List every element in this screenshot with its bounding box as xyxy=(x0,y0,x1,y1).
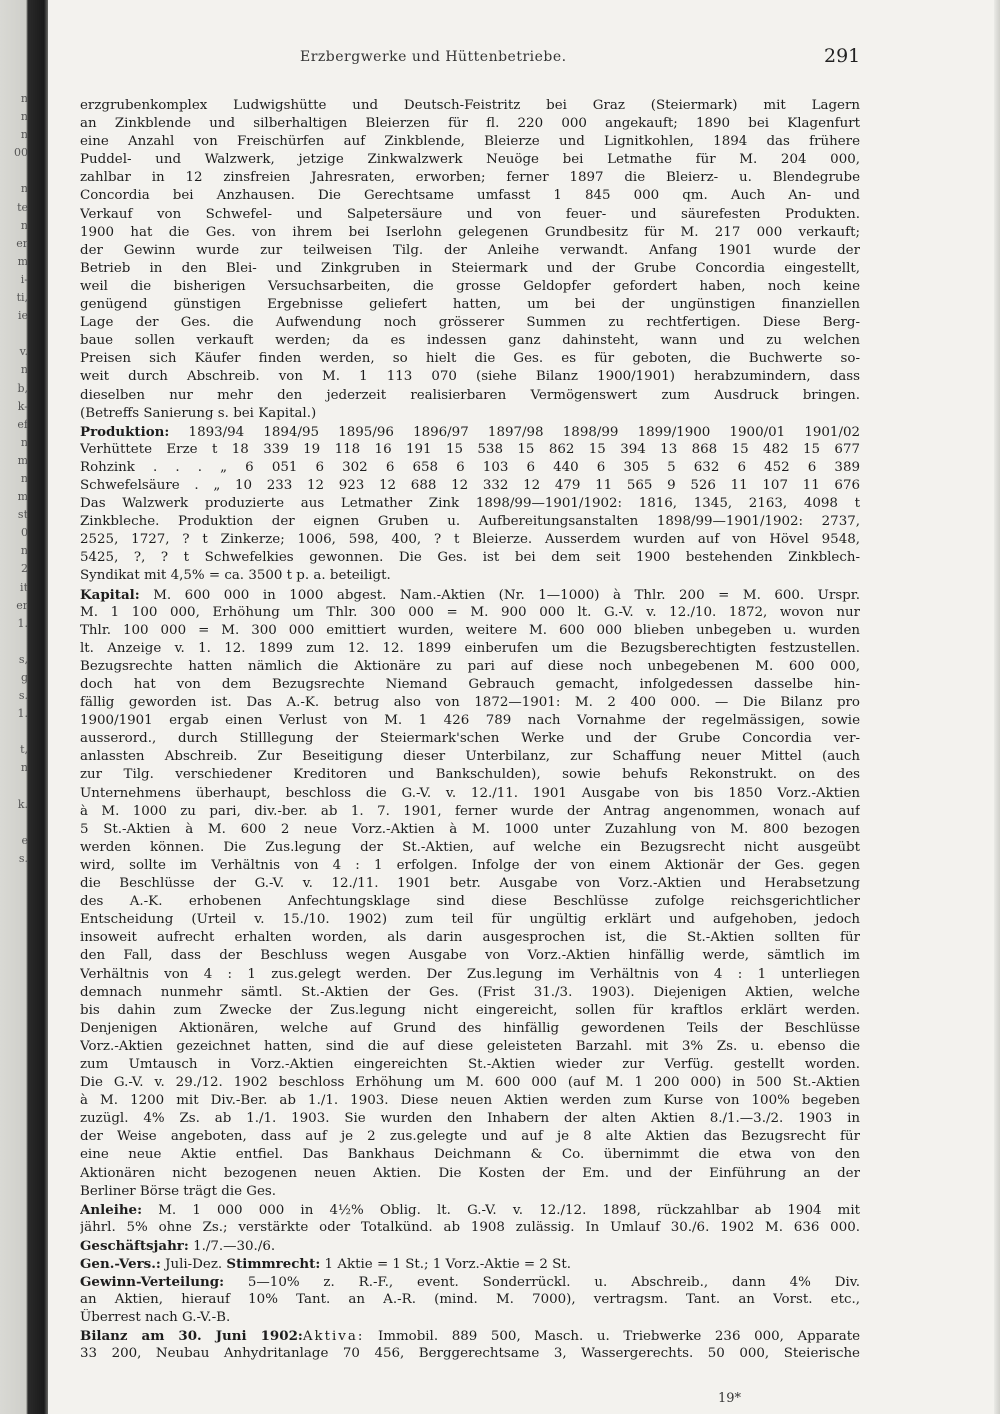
line-text: demnach nunmehr sämtl. St.-Aktien der Ges. (Frist 31./3. 1903). Diejenigen Aktien, welche xyxy=(80,984,860,1000)
line-text: zum Umtausch in Vorz.-Aktien eingereichten St.-Aktien wieder zur Verfüg. gestellt worden. xyxy=(80,1056,860,1072)
margin-fragment: n xyxy=(20,128,28,142)
text-line xyxy=(80,513,860,531)
margin-fragment: ti, xyxy=(16,291,28,305)
line-text: M. 600 000 in 1000 abgest. Nam.-Aktien (Nr. 1—1000) à Thlr. 200 = M. 600. Urspr. xyxy=(139,587,860,603)
line-text: an Zinkblende und silberhaltigen Bleierzen für fl. 220 000 angekauft; 1890 bei Klagenfurt xyxy=(80,116,860,132)
margin-fragment: n xyxy=(20,92,28,105)
line-text: anlassten Abschreib. Zur Beseitigung dieser Unterbilanz, zur Schaffung neuer Mittel (auch xyxy=(80,749,860,765)
text-line xyxy=(80,658,860,676)
text-line xyxy=(80,350,860,368)
line-text: bis dahin zum Zwecke der Zus.legung nicht eingereicht, sollen für kraftlos erklärt werden. xyxy=(80,1002,860,1018)
text-line xyxy=(80,133,860,151)
margin-fragment: v. xyxy=(19,345,28,359)
text-line xyxy=(80,531,860,549)
text-line xyxy=(80,224,860,242)
margin-fragment xyxy=(0,814,28,832)
text-line xyxy=(80,911,860,929)
line-text: Puddel- und Walzwerk, jetzige Zinkwalzwerk Neuöge bei Letmathe für M. 204 000, xyxy=(80,152,860,168)
text-line xyxy=(80,1201,860,1219)
text-line xyxy=(80,1074,860,1092)
margin-fragment: er xyxy=(16,598,28,612)
line-text: Bezugsrechte hatten nämlich die Aktionäre zu pari auf diese noch unbegebenen M. 600 000, xyxy=(80,658,860,674)
margin-fragment: m xyxy=(17,453,28,467)
margin-fragment: 00 xyxy=(14,146,28,160)
line-text: wird, sollte im Verhältnis von 4 : 1 erfolgen. Infolge der von einem Aktionär der Ges. gegen xyxy=(80,857,860,873)
line-text: M. 1 100 000, Erhöhung um Thlr. 300 000 = M. 900 000 lt. G.-V. v. 12./10. 1872, wovon nur xyxy=(80,604,860,620)
line-text: weit durch Abschreib. von M. 1 113 070 (siehe Bilanz 1900/1901) herabzumindern, dass xyxy=(80,369,860,385)
text-line xyxy=(80,803,860,821)
line-text: insoweit aufrecht erhalten worden, als darin ausgesprochen ist, die St.-Aktien sollten für xyxy=(80,930,860,946)
text-line xyxy=(80,857,860,875)
line-text: Berliner Börse trägt die Ges. xyxy=(80,1183,277,1199)
text-line xyxy=(80,1110,860,1128)
text-line xyxy=(80,1291,860,1309)
line-text: 5425, ?, ? t Schwefelkies gewonnen. Die Ges. ist bei dem seit 1900 bestehenden Zinkblech- xyxy=(80,550,860,566)
line-text: den Fall, dass der Beschluss wegen Ausgabe von Vorz.-Aktien hinfällig werde, sämtlich im xyxy=(80,948,860,964)
line-text: zuzügl. 4% Zs. ab 1./1. 1903. Sie wurden den Inhabern der alten Aktien 8./1.—3./2. 1903 in xyxy=(80,1111,860,1127)
line-text: 1900/1901 ergab einen Verlust von M. 1 426 789 nach Vornahme der regelmässigen, sowie xyxy=(80,713,860,729)
text-line xyxy=(80,839,860,857)
text-line xyxy=(80,893,860,911)
line-text: zahlbar in 12 zinsfreien Jahresraten, erworben; ferner 1897 die Bleierz- u. Blendegrube xyxy=(80,170,860,186)
margin-fragment xyxy=(0,723,28,741)
text-line xyxy=(80,694,860,712)
margin-fragment: s. xyxy=(18,851,28,865)
line-text: 1893/94 1894/95 1895/96 1896/97 1897/98 1898/99 1899/1900 1900/01 1901/02 xyxy=(169,424,860,440)
margin-fragment: s, xyxy=(18,652,28,666)
line-text: des A.-K. erhobenen Anfechtungsklage sind diese Beschlüsse zufolge reichsgerichtlicher xyxy=(80,894,860,910)
line-text: dieselben nur mehr den jederzeit realisierbaren Vermögenswert zum Ausdruck bringen. xyxy=(80,387,860,403)
line-text: Schwefelsäure . „ 10 233 12 923 12 688 12 332 12 479 11 565 9 526 11 107 11 676 xyxy=(80,477,860,493)
line-text: der Gewinn wurde zur teilweisen Tilg. der Anleihe verwandt. Anfang 1901 wurde der xyxy=(80,242,860,258)
text-line xyxy=(80,260,860,278)
section-heading: Kapital: xyxy=(80,586,140,603)
section-heading: Anleihe: xyxy=(80,1201,143,1218)
line-text: an Aktien, hierauf 10% Tant. an A.-R. (mind. M. 7000), vertragsm. Tant. an Vorst. etc., xyxy=(80,1292,860,1308)
text-line xyxy=(80,785,860,803)
text-line xyxy=(80,1020,860,1038)
line-text: zur Tilg. verschiedener Kreditoren und Bankschulden), sowie behufs Rekonstrukt. on des xyxy=(80,767,860,783)
line-text: Entscheidung (Urteil v. 15./10. 1902) zum teil für ungültig erklärt und aufgehoben, jedoch xyxy=(80,912,860,928)
line-text: (Betreffs Sanierung s. bei Kapital.) xyxy=(80,405,317,421)
section-heading: Stimmrecht: xyxy=(226,1256,321,1272)
text-line xyxy=(80,1219,860,1237)
line-text: weil die bisherigen Versuchsarbeiten, die grosse Geldopfer gefordert haben, noch keine xyxy=(80,278,860,294)
margin-fragment: n xyxy=(20,363,28,377)
text-line xyxy=(80,97,860,115)
text-line xyxy=(80,947,860,965)
margin-fragment: st xyxy=(17,508,28,522)
page-edge xyxy=(994,0,1000,1414)
margin-fragment: i- xyxy=(20,272,28,286)
text-line xyxy=(80,314,860,332)
line-text: jährl. 5% ohne Zs.; verstärkte oder Totalkünd. ab 1908 zulässig. In Umlauf 30./6. 1902 M. 636 000. xyxy=(80,1219,860,1235)
line-text: Vorz.-Aktien gezeichnet hatten, sind die auf diese geleisteten Barzahl. mit 3% Zs. u. ebenso die xyxy=(80,1038,860,1054)
text-line xyxy=(80,567,860,585)
text-line xyxy=(80,278,860,296)
text-line xyxy=(80,622,860,640)
line-text: 33 200, Neubau Anhydritanlage 70 456, Berggerechtsame 3, Wassergerechts. 50 000, Steierische xyxy=(80,1346,860,1362)
body-text xyxy=(80,97,860,1364)
margin-fragment: b, xyxy=(17,381,28,395)
text-line xyxy=(80,296,860,314)
text-line xyxy=(80,748,860,766)
margin-fragment xyxy=(0,940,28,958)
text-line xyxy=(80,477,860,495)
margin-fragment: t, xyxy=(20,743,28,757)
margin-fragment: n xyxy=(20,435,28,449)
text-line xyxy=(80,169,860,187)
margin-fragment xyxy=(0,633,28,651)
text-line xyxy=(80,151,860,169)
line-text: Das Walzwerk produzierte aus Letmather Zink 1898/99—1901/1902: 1816, 1345, 2163, 4098 t xyxy=(80,496,860,512)
margin-fragment: it xyxy=(20,580,28,594)
text-line xyxy=(80,495,860,513)
line-text: 1./7.—30./6. xyxy=(188,1238,276,1254)
margin-fragment: er xyxy=(16,236,28,250)
text-line xyxy=(80,676,860,694)
line-text: genügend günstigen Ergebnisse geliefert hatten, um bei der ungünstigen finanziellen xyxy=(80,297,860,313)
text-line xyxy=(80,1165,860,1183)
margin-fragment: s. xyxy=(18,689,28,703)
text-line xyxy=(80,604,860,622)
signature-mark: 19* xyxy=(718,1391,742,1406)
text-line xyxy=(80,242,860,260)
text-line xyxy=(80,459,860,477)
text-line xyxy=(80,206,860,224)
line-text: Immobil. 889 500, Masch. u. Triebwerke 236 000, Apparate xyxy=(364,1329,860,1345)
text-line xyxy=(80,766,860,784)
section-heading: Geschäftsjahr: xyxy=(80,1237,189,1254)
text-line xyxy=(80,1237,860,1255)
line-text: Syndikat mit 4,5% = ca. 3500 t p. a. beteiligt. xyxy=(80,568,391,584)
section-heading: Bilanz am 30. Juni 1902: xyxy=(80,1328,303,1345)
line-text: Rohzink . . . „ 6 051 6 302 6 658 6 103 6 440 6 305 5 632 6 452 6 389 xyxy=(80,459,860,475)
line-text: Preisen sich Käufer finden werden, so hielt die Ges. es für geboten, die Buchwerte so- xyxy=(80,351,860,367)
line-text: à M. 1000 zu pari, div.-ber. ab 1. 7. 1901, ferner wurde der Antrag angenommen, wonach auf xyxy=(80,803,860,819)
line-text: Verkauf von Schwefel- und Salpetersäure und von feuer- und säurefesten Produkten. xyxy=(80,206,860,222)
text-line xyxy=(80,423,860,441)
line-text: Unternehmens überhaupt, beschloss die G.-V. v. 12./11. 1901 Ausgabe von bis 1850 Vorz.-Aktien xyxy=(80,785,860,801)
margin-fragment xyxy=(0,162,28,180)
line-text: Denjenigen Aktionären, welche auf Grund des hinfällig gewordenen Teils der Beschlüsse xyxy=(80,1020,860,1036)
running-title: Erzbergwerke und Hüttenbetriebe. xyxy=(300,49,567,65)
text-line xyxy=(80,966,860,984)
line-text: 1 Aktie = 1 St.; 1 Vorz.-Aktie = 2 St. xyxy=(320,1257,571,1272)
line-text: Concordia bei Anzhausen. Die Gerechtsame umfasst 1 845 000 qm. Auch An- und xyxy=(80,188,860,204)
text-line xyxy=(80,712,860,730)
text-line xyxy=(80,1092,860,1110)
text-line xyxy=(80,387,860,405)
margin-fragment: m xyxy=(17,490,28,504)
text-line xyxy=(80,332,860,350)
line-text: Betrieb in den Blei- und Zinkgruben in Steiermark und der Grube Concordia eingestellt, xyxy=(80,260,860,276)
text-line xyxy=(80,405,860,423)
text-line xyxy=(80,929,860,947)
margin-fragment: 2 xyxy=(21,562,28,576)
text-line xyxy=(80,1128,860,1146)
margin-fragment: n xyxy=(20,761,28,775)
line-text: Aktionären nicht bezogenen neuen Aktien. Die Kosten der Em. und der Einführung an der xyxy=(80,1165,860,1181)
text-line xyxy=(80,187,860,205)
line-text: Verhältnis von 4 : 1 zus.gelegt werden. Der Zus.legung im Verhältnis von 4 : 1 unterliegen xyxy=(80,966,860,982)
margin-fragment: m xyxy=(17,254,28,268)
margin-fragment xyxy=(0,778,28,796)
line-text: Zinkbleche. Produktion der eignen Gruben u. Aufbereitungsanstalten 1898/99—1901/1902: 2737, xyxy=(80,514,860,530)
line-text: lt. Anzeige v. 1. 12. 1899 zum 12. 12. 1899 einberufen um die Bezugsberechtigten festzustellen. xyxy=(80,640,860,656)
text-line xyxy=(80,441,860,459)
margin-fragment: ef xyxy=(17,417,28,431)
line-text: à M. 1200 mit Div.-Ber. ab 1./1. 1903. Diese neuen Aktien werden zum Kurse von 100% begeben xyxy=(80,1093,860,1109)
line-text: Die G.-V. v. 29./12. 1902 beschloss Erhöhung um M. 600 000 (auf M. 1 200 000) in 500 St.-Aktien xyxy=(80,1075,860,1091)
text-line xyxy=(80,640,860,658)
text-line xyxy=(80,115,860,133)
margin-fragment xyxy=(0,325,28,343)
text-line xyxy=(80,984,860,1002)
line-text: Thlr. 100 000 = M. 300 000 emittiert wurden, weitere M. 600 000 blieben unbegeben u. wurden xyxy=(80,622,860,638)
margin-fragment: n xyxy=(20,471,28,485)
line-text: eine neue Aktie entfiel. Das Bankhaus Deichmann & Co. übernimmt die etwa von den xyxy=(80,1147,860,1163)
margin-fragment xyxy=(0,886,28,904)
margin-fragment: 1. xyxy=(17,616,28,630)
line-text: 2525, 1727, ? t Zinkerze; 1006, 598, 400, ? t Bleierze. Ausserdem wurden auf von Hövel 9548, xyxy=(80,532,860,548)
text-line xyxy=(80,1146,860,1164)
margin-fragment: ie xyxy=(17,309,28,323)
margin-fragment xyxy=(0,904,28,922)
margin-fragment xyxy=(0,868,28,886)
text-line xyxy=(80,1183,860,1201)
line-text: 1900 hat die Ges. von ihrem bei Iserlohn gelegenen Grundbesitz für M. 217 000 verkauft; xyxy=(80,224,860,240)
line-text: werden können. Die Zus.legung der St.-Aktien, auf welche ein Bezugsrecht nicht ausgeübt xyxy=(80,839,860,855)
section-heading: Produktion: xyxy=(80,423,170,440)
line-text: erzgrubenkomplex Ludwigshütte und Deutsch-Feistritz bei Graz (Steiermark) mit Lagern xyxy=(80,98,860,113)
margin-fragment: 1. xyxy=(17,707,28,721)
text-line xyxy=(80,1327,860,1345)
line-text: doch hat von dem Bezugsrechte Niemand Gebrauch gemacht, infolgedessen dasselbe hin- xyxy=(80,677,860,692)
line-text: Lage der Ges. die Aufwendung noch grösserer Summen zu rechtfertigen. Diese Berg- xyxy=(80,315,860,331)
line-text: die Beschlüsse der G.-V. v. 12./11. 1901 betr. Ausgabe von Vorz.-Aktien und Herabsetzung xyxy=(80,876,860,892)
text-line xyxy=(80,875,860,893)
line-text: fällig geworden ist. Das A.-K. betrug also von 1872—1901: M. 2 400 000. — Die Bilanz pro xyxy=(80,695,860,711)
margin-fragment: k- xyxy=(17,399,28,413)
margin-fragment: 0 xyxy=(21,526,28,540)
margin-fragment: n xyxy=(20,182,28,196)
section-heading: Gen.-Vers.: xyxy=(80,1256,161,1272)
line-text: eine Anzahl von Freischürfen auf Zinkblende, Bleierze und Lignitkohlen, 1894 das frühere xyxy=(80,134,860,150)
margin-fragment: te xyxy=(17,200,28,214)
line-text: 5—10% z. R.-F., event. Sonderrückl. u. Abschreib., dann 4% Div. xyxy=(224,1275,860,1291)
text-line xyxy=(80,1056,860,1074)
margin-fragment: n xyxy=(20,218,28,232)
line-text: baue sollen verkauft werden; da es indessen ganz dahinsteht, wann und zu welchen xyxy=(80,333,860,349)
text-line xyxy=(80,549,860,567)
text-line xyxy=(80,586,860,604)
line-text: M. 1 000 000 in 4½% Oblig. lt. G.-V. v. 12./12. 1898, rückzahlbar ab 1904 mit xyxy=(142,1202,860,1218)
margin-fragment: n xyxy=(20,544,28,558)
page-number: 291 xyxy=(824,45,861,67)
margin-fragment xyxy=(0,922,28,940)
text-line xyxy=(80,1038,860,1056)
text-line xyxy=(80,821,860,839)
text-line xyxy=(80,1273,860,1291)
text-line xyxy=(80,1345,860,1363)
line-text: Überrest nach G.-V.-B. xyxy=(80,1310,231,1326)
text-line xyxy=(80,1002,860,1020)
line-text: Juli-Dez. xyxy=(160,1257,227,1272)
margin-fragment: e xyxy=(21,833,28,847)
section-heading: Gewinn-Verteilung: xyxy=(80,1274,225,1291)
line-text: Aktiva: xyxy=(302,1329,365,1345)
line-text: 5 St.-Aktien à M. 600 2 neue Vorz.-Aktien à M. 1000 unter Zuzahlung von M. 800 bezogen xyxy=(80,821,860,837)
margin-fragment: k. xyxy=(17,797,28,811)
line-text: Verhüttete Erze t 18 339 19 118 16 191 15 538 15 862 15 394 13 868 15 482 15 677 xyxy=(80,441,860,457)
text-line xyxy=(80,1309,860,1327)
text-line xyxy=(80,368,860,386)
line-text: der Weise angeboten, dass auf je 2 zus.gelegte und auf je 8 alte Aktien das Bezugsrecht für xyxy=(80,1129,860,1145)
text-line xyxy=(80,1255,860,1273)
text-line xyxy=(80,730,860,748)
facing-page-margin xyxy=(0,90,28,959)
margin-fragment: n xyxy=(20,110,28,124)
margin-fragment: g xyxy=(20,671,28,684)
line-text: ausserord., durch Stilllegung der Steiermark'schen Werke und der Grube Concordia ver- xyxy=(80,731,860,747)
